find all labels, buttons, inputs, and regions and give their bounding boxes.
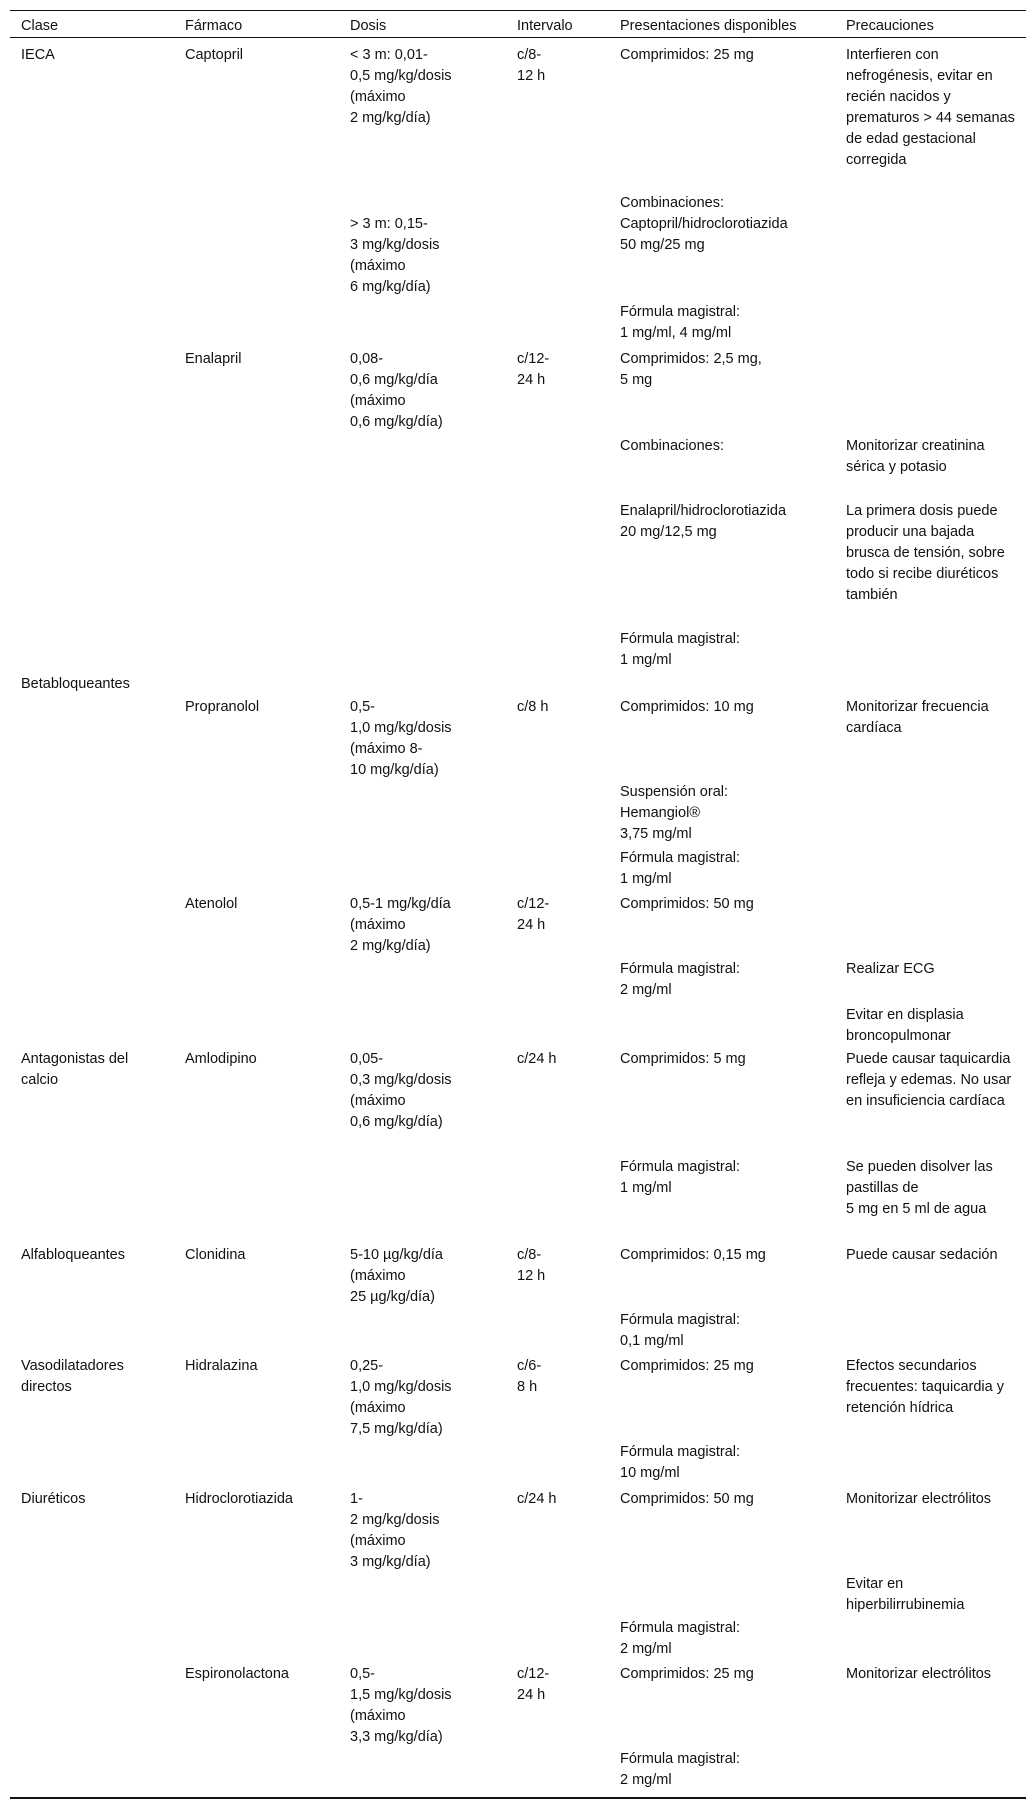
hidralazina-presentation-2: Fórmula magistral: 10 mg/ml: [620, 1444, 741, 1481]
propranolol-presentation-1: Comprimidos: 10 mg: [620, 699, 754, 715]
espironolactona-dose: 0,5- 1,5 mg/kg/dosis (máximo 3,3 mg/kg/día): [350, 1666, 452, 1745]
hidralazina-interval: c/6- 8 h: [517, 1358, 542, 1395]
hidralazina-presentation-1: Comprimidos: 25 mg: [620, 1358, 754, 1374]
clonidina-presentation-2: Fórmula magistral: 0,1 mg/ml: [620, 1312, 741, 1349]
table-top-rule: [10, 10, 1026, 11]
class-antagonistas: Antagonistas del calcio: [21, 1051, 129, 1088]
captopril-presentation-1: Comprimidos: 25 mg: [620, 47, 754, 63]
header-presentaciones: Presentaciones disponibles: [620, 18, 797, 34]
clonidina-dose: 5-10 µg/kg/día (máximo 25 µg/kg/día): [350, 1247, 443, 1305]
enalapril-interval: c/12- 24 h: [517, 351, 550, 388]
atenolol-interval: c/12- 24 h: [517, 896, 550, 933]
propranolol-interval: c/8 h: [517, 699, 549, 715]
class-ieca: IECA: [21, 47, 55, 63]
hidroclorotiazida-dose: 1- 2 mg/kg/dosis (máximo 3 mg/kg/día): [350, 1491, 440, 1570]
clonidina-presentation-1: Comprimidos: 0,15 mg: [620, 1247, 766, 1263]
amlodipino-precaution-2: Se pueden disolver las pastillas de 5 mg en 5 ml de agua: [846, 1159, 993, 1217]
espironolactona-precaution-1: Monitorizar electrólitos: [846, 1666, 992, 1682]
propranolol-precaution-1: Monitorizar frecuencia cardíaca: [846, 699, 989, 736]
class-diureticos: Diuréticos: [21, 1491, 86, 1507]
drug-enalapril: Enalapril: [185, 351, 242, 367]
enalapril-presentation-4: Fórmula magistral: 1 mg/ml: [620, 631, 741, 668]
hidroclorotiazida-interval: c/24 h: [517, 1491, 557, 1507]
enalapril-presentation-1: Comprimidos: 2,5 mg, 5 mg: [620, 351, 762, 388]
amlodipino-presentation-1: Comprimidos: 5 mg: [620, 1051, 746, 1067]
table-bottom-rule: [10, 1797, 1026, 1799]
drug-atenolol: Atenolol: [185, 896, 238, 912]
propranolol-presentation-2: Suspensión oral: Hemangiol® 3,75 mg/ml: [620, 784, 729, 842]
captopril-precaution-1: Interfieren con nefrogénesis, evitar en recién nacidos y prematuros > 44 semanas de edad gestacional corregida: [846, 47, 1015, 168]
enalapril-precaution-1: Monitorizar creatinina sérica y potasio: [846, 438, 985, 475]
class-vasodilatadores: Vasodilatadores directos: [21, 1358, 124, 1395]
header-farmaco: Fármaco: [185, 18, 243, 34]
propranolol-presentation-3: Fórmula magistral: 1 mg/ml: [620, 850, 741, 887]
captopril-interval: c/8- 12 h: [517, 47, 546, 84]
header-dosis: Dosis: [350, 18, 387, 34]
captopril-presentation-2: Combinaciones: Captopril/hidroclorotiazida 50 mg/25 mg: [620, 195, 788, 253]
enalapril-presentation-3: Enalapril/hidroclorotiazida 20 mg/12,5 mg: [620, 503, 787, 540]
captopril-dose-1: < 3 m: 0,01- 0,5 mg/kg/dosis (máximo 2 mg/kg/día): [350, 47, 452, 126]
atenolol-precaution-1: Realizar ECG: [846, 961, 935, 977]
drug-hidroclorotiazida: Hidroclorotiazida: [185, 1491, 293, 1507]
espironolactona-interval: c/12- 24 h: [517, 1666, 550, 1703]
atenolol-presentation-2: Fórmula magistral: 2 mg/ml: [620, 961, 741, 998]
clonidina-precaution-1: Puede causar sedación: [846, 1247, 998, 1263]
class-alfabloqueantes: Alfabloqueantes: [21, 1247, 125, 1263]
hidroclorotiazida-precaution-1: Monitorizar electrólitos: [846, 1491, 992, 1507]
espironolactona-presentation-2: Fórmula magistral: 2 mg/ml: [620, 1751, 741, 1788]
drug-propranolol: Propranolol: [185, 699, 260, 715]
enalapril-precaution-2: La primera dosis puede producir una bajada brusca de tensión, sobre todo si recibe diuréticos también: [846, 503, 1005, 603]
table-header-rule: [10, 37, 1026, 38]
hidroclorotiazida-presentation-2: Fórmula magistral: 2 mg/ml: [620, 1620, 741, 1657]
espironolactona-presentation-1: Comprimidos: 25 mg: [620, 1666, 754, 1682]
hidroclorotiazida-precaution-2: Evitar en hiperbilirrubinemia: [846, 1576, 965, 1613]
atenolol-precaution-2: Evitar en displasia broncopulmonar: [846, 1007, 964, 1044]
amlodipino-precaution-1: Puede causar taquicardia refleja y edemas. No usar en insuficiencia cardíaca: [846, 1051, 1012, 1109]
amlodipino-presentation-2: Fórmula magistral: 1 mg/ml: [620, 1159, 741, 1196]
captopril-dose-2: > 3 m: 0,15- 3 mg/kg/dosis (máximo 6 mg/kg/día): [350, 216, 440, 295]
enalapril-presentation-2: Combinaciones:: [620, 438, 724, 454]
clonidina-interval: c/8- 12 h: [517, 1247, 546, 1284]
drug-amlodipino: Amlodipino: [185, 1051, 257, 1067]
amlodipino-interval: c/24 h: [517, 1051, 557, 1067]
header-intervalo: Intervalo: [517, 18, 573, 34]
hidralazina-precaution-1: Efectos secundarios frecuentes: taquicardia y retención hídrica: [846, 1358, 1004, 1416]
enalapril-dose: 0,08- 0,6 mg/kg/día (máximo 0,6 mg/kg/día): [350, 351, 443, 430]
propranolol-dose: 0,5- 1,0 mg/kg/dosis (máximo 8- 10 mg/kg/día): [350, 699, 452, 778]
class-betabloqueantes: Betabloqueantes: [21, 676, 130, 692]
header-precauciones: Precauciones: [846, 18, 934, 34]
drug-espironolactona: Espironolactona: [185, 1666, 289, 1682]
drug-captopril: Captopril: [185, 47, 244, 63]
atenolol-dose: 0,5-1 mg/kg/día (máximo 2 mg/kg/día): [350, 896, 451, 954]
amlodipino-dose: 0,05- 0,3 mg/kg/dosis (máximo 0,6 mg/kg/día): [350, 1051, 452, 1130]
drug-clonidina: Clonidina: [185, 1247, 246, 1263]
captopril-presentation-3: Fórmula magistral: 1 mg/ml, 4 mg/ml: [620, 304, 741, 341]
atenolol-presentation-1: Comprimidos: 50 mg: [620, 896, 754, 912]
header-clase: Clase: [21, 18, 59, 34]
hidralazina-dose: 0,25- 1,0 mg/kg/dosis (máximo 7,5 mg/kg/día): [350, 1358, 452, 1437]
hidroclorotiazida-presentation-1: Comprimidos: 50 mg: [620, 1491, 754, 1507]
drug-hidralazina: Hidralazina: [185, 1358, 258, 1374]
